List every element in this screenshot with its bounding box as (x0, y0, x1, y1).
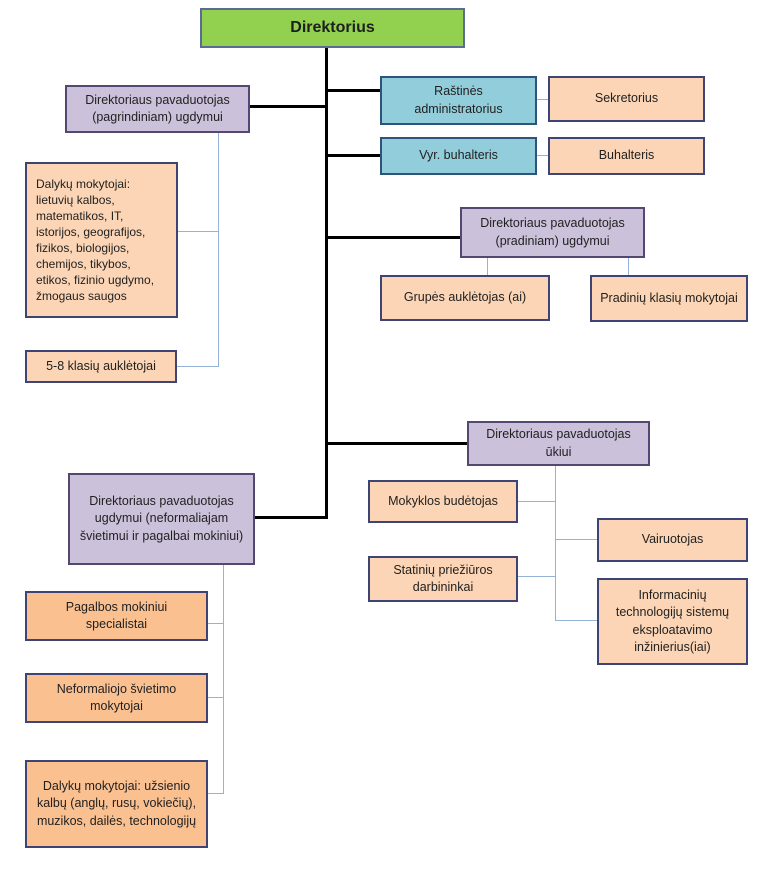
node-pavaduotojas-pradiniam-label: Direktoriaus pavaduotojas (pradiniam) ugdymui (480, 216, 625, 248)
node-pavaduotojas-ugdymui-neformaliajam-label: Direktoriaus pavaduotojas ugdymui (neformaliajam švietimui ir pagalbai mokiniui) (79, 494, 244, 543)
node-buhalteris (548, 137, 705, 175)
node-direktorius-label: Direktorius (290, 18, 375, 36)
node-5-8-klasiu-aukletojai (25, 350, 177, 383)
node-neformaliojo-mokytojai-label: Neformaliojo švietimo mokytojai (56, 681, 177, 713)
connector-branch-pradiniam (327, 236, 460, 239)
node-dalyku-mokytojai-uzsienio-label: Dalykų mokytojai: užsienio kalbų (anglų, rusų, vokiečių), muzikos, dailės, technologijų (36, 779, 197, 828)
node-pagalbos-specialistai-label: Pagalbos mokiniui specialistai (65, 599, 168, 631)
connector-branch-ukiui (327, 442, 467, 445)
node-rastines-administratorius (380, 76, 537, 125)
node-it-inzinierius (597, 578, 748, 665)
connector-grupes-stub (487, 258, 488, 275)
connector-ukiui-vertical (555, 466, 556, 621)
connector-pradiniu-stub (628, 258, 629, 275)
node-direktorius (200, 8, 465, 48)
connector-mokyklos-stub (518, 501, 555, 502)
node-dalyku-mokytojai-uzsienio (25, 760, 208, 848)
node-vairuotojas (597, 518, 748, 562)
node-sekretorius-label: Sekretorius (594, 91, 659, 106)
connector-branch-ugdymui-neformaliajam (255, 516, 327, 519)
node-buhalteris-label: Buhalteris (598, 148, 655, 163)
node-mokyklos-budetojas-label: Mokyklos budėtojas (388, 493, 498, 508)
connector-branch-rastines (327, 89, 380, 92)
node-pradiniu-klasiu-mokytojai (590, 275, 748, 322)
connector-pagalbos-stub (208, 623, 223, 624)
connector-5-8-stub (177, 366, 218, 367)
connector-sekretorius (537, 99, 548, 100)
connector-statiniu-stub (518, 576, 555, 577)
node-vyr-buhalteris-label: Vyr. buhalteris (419, 148, 498, 163)
node-pavaduotojas-pagrindiniam (65, 85, 250, 133)
node-neformaliojo-mokytojai (25, 673, 208, 723)
connector-buhalteris (537, 155, 548, 156)
node-grupes-aukletojas-label: Grupės auklėtojas (ai) (403, 290, 527, 305)
node-statiniu-darbininkai-label: Statinių priežiūros darbininkai (393, 562, 493, 594)
node-vairuotojas-label: Vairuotojas (641, 532, 704, 547)
node-5-8-klasiu-aukletojai-label: 5-8 klasių auklėtojai (46, 358, 156, 373)
node-it-inzinierius-label: Informacinių technologijų sistemų eksploatavimo inžinierius(iai) (615, 588, 730, 654)
node-rastines-administratorius-label: Raštinės administratorius (414, 84, 503, 116)
connector-dalyku-uzsienio-stub (208, 793, 223, 794)
node-pradiniu-klasiu-mokytojai-label: Pradinių klasių mokytojai (600, 290, 738, 305)
connector-dalyku-stub (178, 231, 218, 232)
node-pavaduotojas-ukiui-label: Direktoriaus pavaduotojas ūkiui (486, 427, 631, 459)
connector-branch-pagrindiniam (250, 105, 327, 108)
connector-ugdymui-vertical (223, 565, 224, 794)
connector-left-vertical (218, 133, 219, 367)
connector-branch-vyr-buhalteris (327, 154, 380, 157)
connector-trunk-vertical (325, 48, 328, 519)
connector-neformaliojo-stub (208, 697, 223, 698)
node-dalyku-mokytojai-pagrindinio (25, 162, 178, 318)
node-pavaduotojas-ukiui (467, 421, 650, 466)
node-sekretorius (548, 76, 705, 122)
node-grupes-aukletojas (380, 275, 550, 321)
node-pavaduotojas-pagrindiniam-label: Direktoriaus pavaduotojas (pagrindiniam) ugdymui (85, 92, 230, 124)
node-pagalbos-specialistai (25, 591, 208, 641)
connector-vairuotojas-stub (555, 539, 597, 540)
node-vyr-buhalteris (380, 137, 537, 175)
node-dalyku-mokytojai-pagrindinio-label: Dalykų mokytojai: lietuvių kalbos, matematikos, IT, istorijos, geografijos, fizikos, biologijos, chemijos, tikybos, etikos, fizinio ugdymo, žmogaus saugos (36, 176, 155, 304)
connector-it-stub (555, 620, 597, 621)
node-statiniu-darbininkai (368, 556, 518, 602)
node-pavaduotojas-pradiniam (460, 207, 645, 258)
node-mokyklos-budetojas (368, 480, 518, 523)
node-pavaduotojas-ugdymui-neformaliajam (68, 473, 255, 565)
